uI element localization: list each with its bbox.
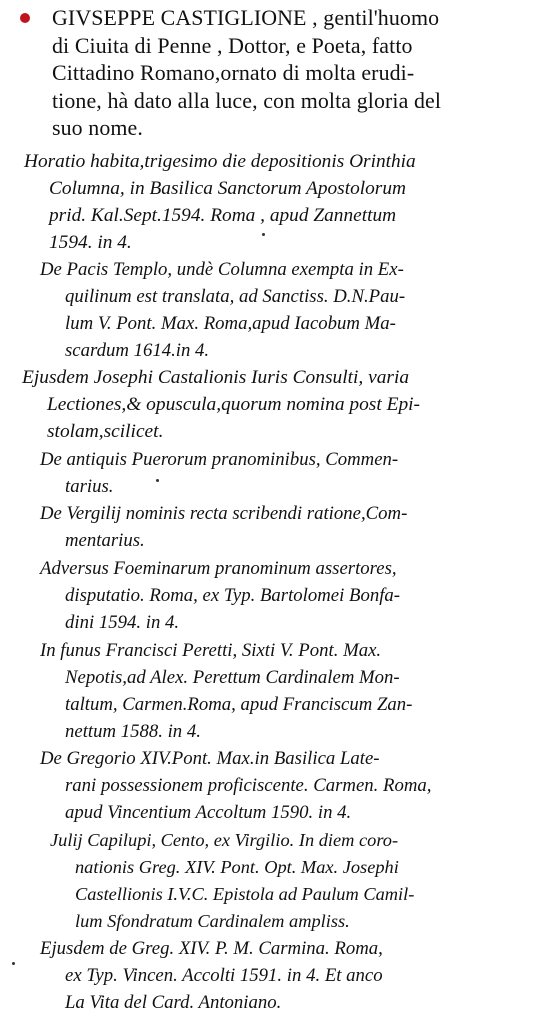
work-line: Nepotis,ad Alex. Perettum Cardinalem Mon- <box>65 667 400 689</box>
work-line: Ejusdem Josephi Castalionis Iuris Consulti, varia <box>22 367 410 388</box>
work-line: quilinum est translata, ad Sanctiss. D.N.Pau- <box>65 286 406 308</box>
red-bullet-icon <box>20 13 30 23</box>
work-line: lum Sfondratum Cardinalem ampliss. <box>75 911 350 932</box>
work-line: ex Typ. Vincen. Accolti 1591. in 4. Et anco <box>65 965 383 987</box>
work-line: De Pacis Templo, undè Columna exempta in Ex- <box>40 259 404 280</box>
work-line: De Gregorio XIV.Pont. Max.in Basilica Late- <box>40 748 380 769</box>
heading-line: di Ciuita di Penne , Dottor, e Poeta, fatto <box>52 32 413 58</box>
work-line: lum V. Pont. Max. Roma,apud Iacobum Ma- <box>65 313 396 335</box>
work-entry <box>40 745 547 826</box>
entry-heading-text <box>52 4 542 142</box>
work-entry <box>40 446 547 500</box>
heading-line: Cittadino Romano,ornato di molta erudi- <box>52 60 415 85</box>
work-entry <box>40 256 547 364</box>
work-line: stolam,scilicet. <box>47 421 164 443</box>
work-line: In funus Francisci Peretti, Sixti V. Pont. Max. <box>40 640 382 661</box>
work-line: taltum, Carmen.Roma, apud Franciscum Zan- <box>65 694 413 716</box>
ink-speck <box>156 479 159 482</box>
work-line: Columna, in Basilica Sanctorum Apostolorum <box>49 178 406 200</box>
heading-line: suo nome. <box>52 115 143 140</box>
work-line: scardum 1614.in 4. <box>65 340 210 362</box>
work-line: La Vita del Card. Antoniano. <box>65 992 282 1014</box>
work-line: 1594. in 4. <box>49 232 132 254</box>
work-line: Ejusdem de Greg. XIV. P. M. Carmina. Roma, <box>40 938 383 959</box>
ink-speck <box>12 962 15 965</box>
ink-speck <box>262 233 265 236</box>
heading-line: GIVSEPPE CASTIGLIONE , gentil'huomo <box>52 5 440 30</box>
work-line: Julij Capilupi, Cento, ex Virgilio. In diem coro- <box>50 830 399 850</box>
work-line: Adversus Foeminarum pranominum assertores, <box>40 558 397 579</box>
work-line: apud Vincentium Accoltum 1590. in 4. <box>65 802 352 824</box>
heading-line: tione, hà dato alla luce, con molta gloria del <box>52 87 442 113</box>
work-line: tarius. <box>65 476 114 498</box>
work-entry <box>40 935 547 1016</box>
work-entry <box>40 555 547 636</box>
work-entry <box>40 637 547 745</box>
work-line: mentarius. <box>65 530 145 552</box>
work-line: nettum 1588. in 4. <box>65 721 201 743</box>
work-line: Castellionis I.V.C. Epistola ad Paulum Camil- <box>75 884 415 905</box>
work-entry <box>24 148 544 256</box>
work-line: Lectiones,& opuscula,quorum nomina post Epi- <box>47 394 421 416</box>
work-line: De antiquis Puerorum pranominibus, Commen- <box>40 449 399 470</box>
work-line: prid. Kal.Sept.1594. Roma , apud Zannettum <box>49 205 397 227</box>
work-line: De Vergilij nominis recta scribendi ratione,Com- <box>40 503 408 524</box>
work-entry <box>50 827 547 935</box>
work-line: dini 1594. in 4. <box>65 612 180 634</box>
work-line: Horatio habita,trigesimo die depositionis Orinthia <box>24 151 416 172</box>
work-line: nationis Greg. XIV. Pont. Opt. Max. Josephi <box>75 857 399 878</box>
work-line: rani possessionem proficiscente. Carmen. Roma, <box>65 775 432 797</box>
work-entry <box>40 500 547 554</box>
work-entry <box>22 364 542 445</box>
work-line: disputatio. Roma, ex Typ. Bartolomei Bonfa- <box>65 585 401 607</box>
